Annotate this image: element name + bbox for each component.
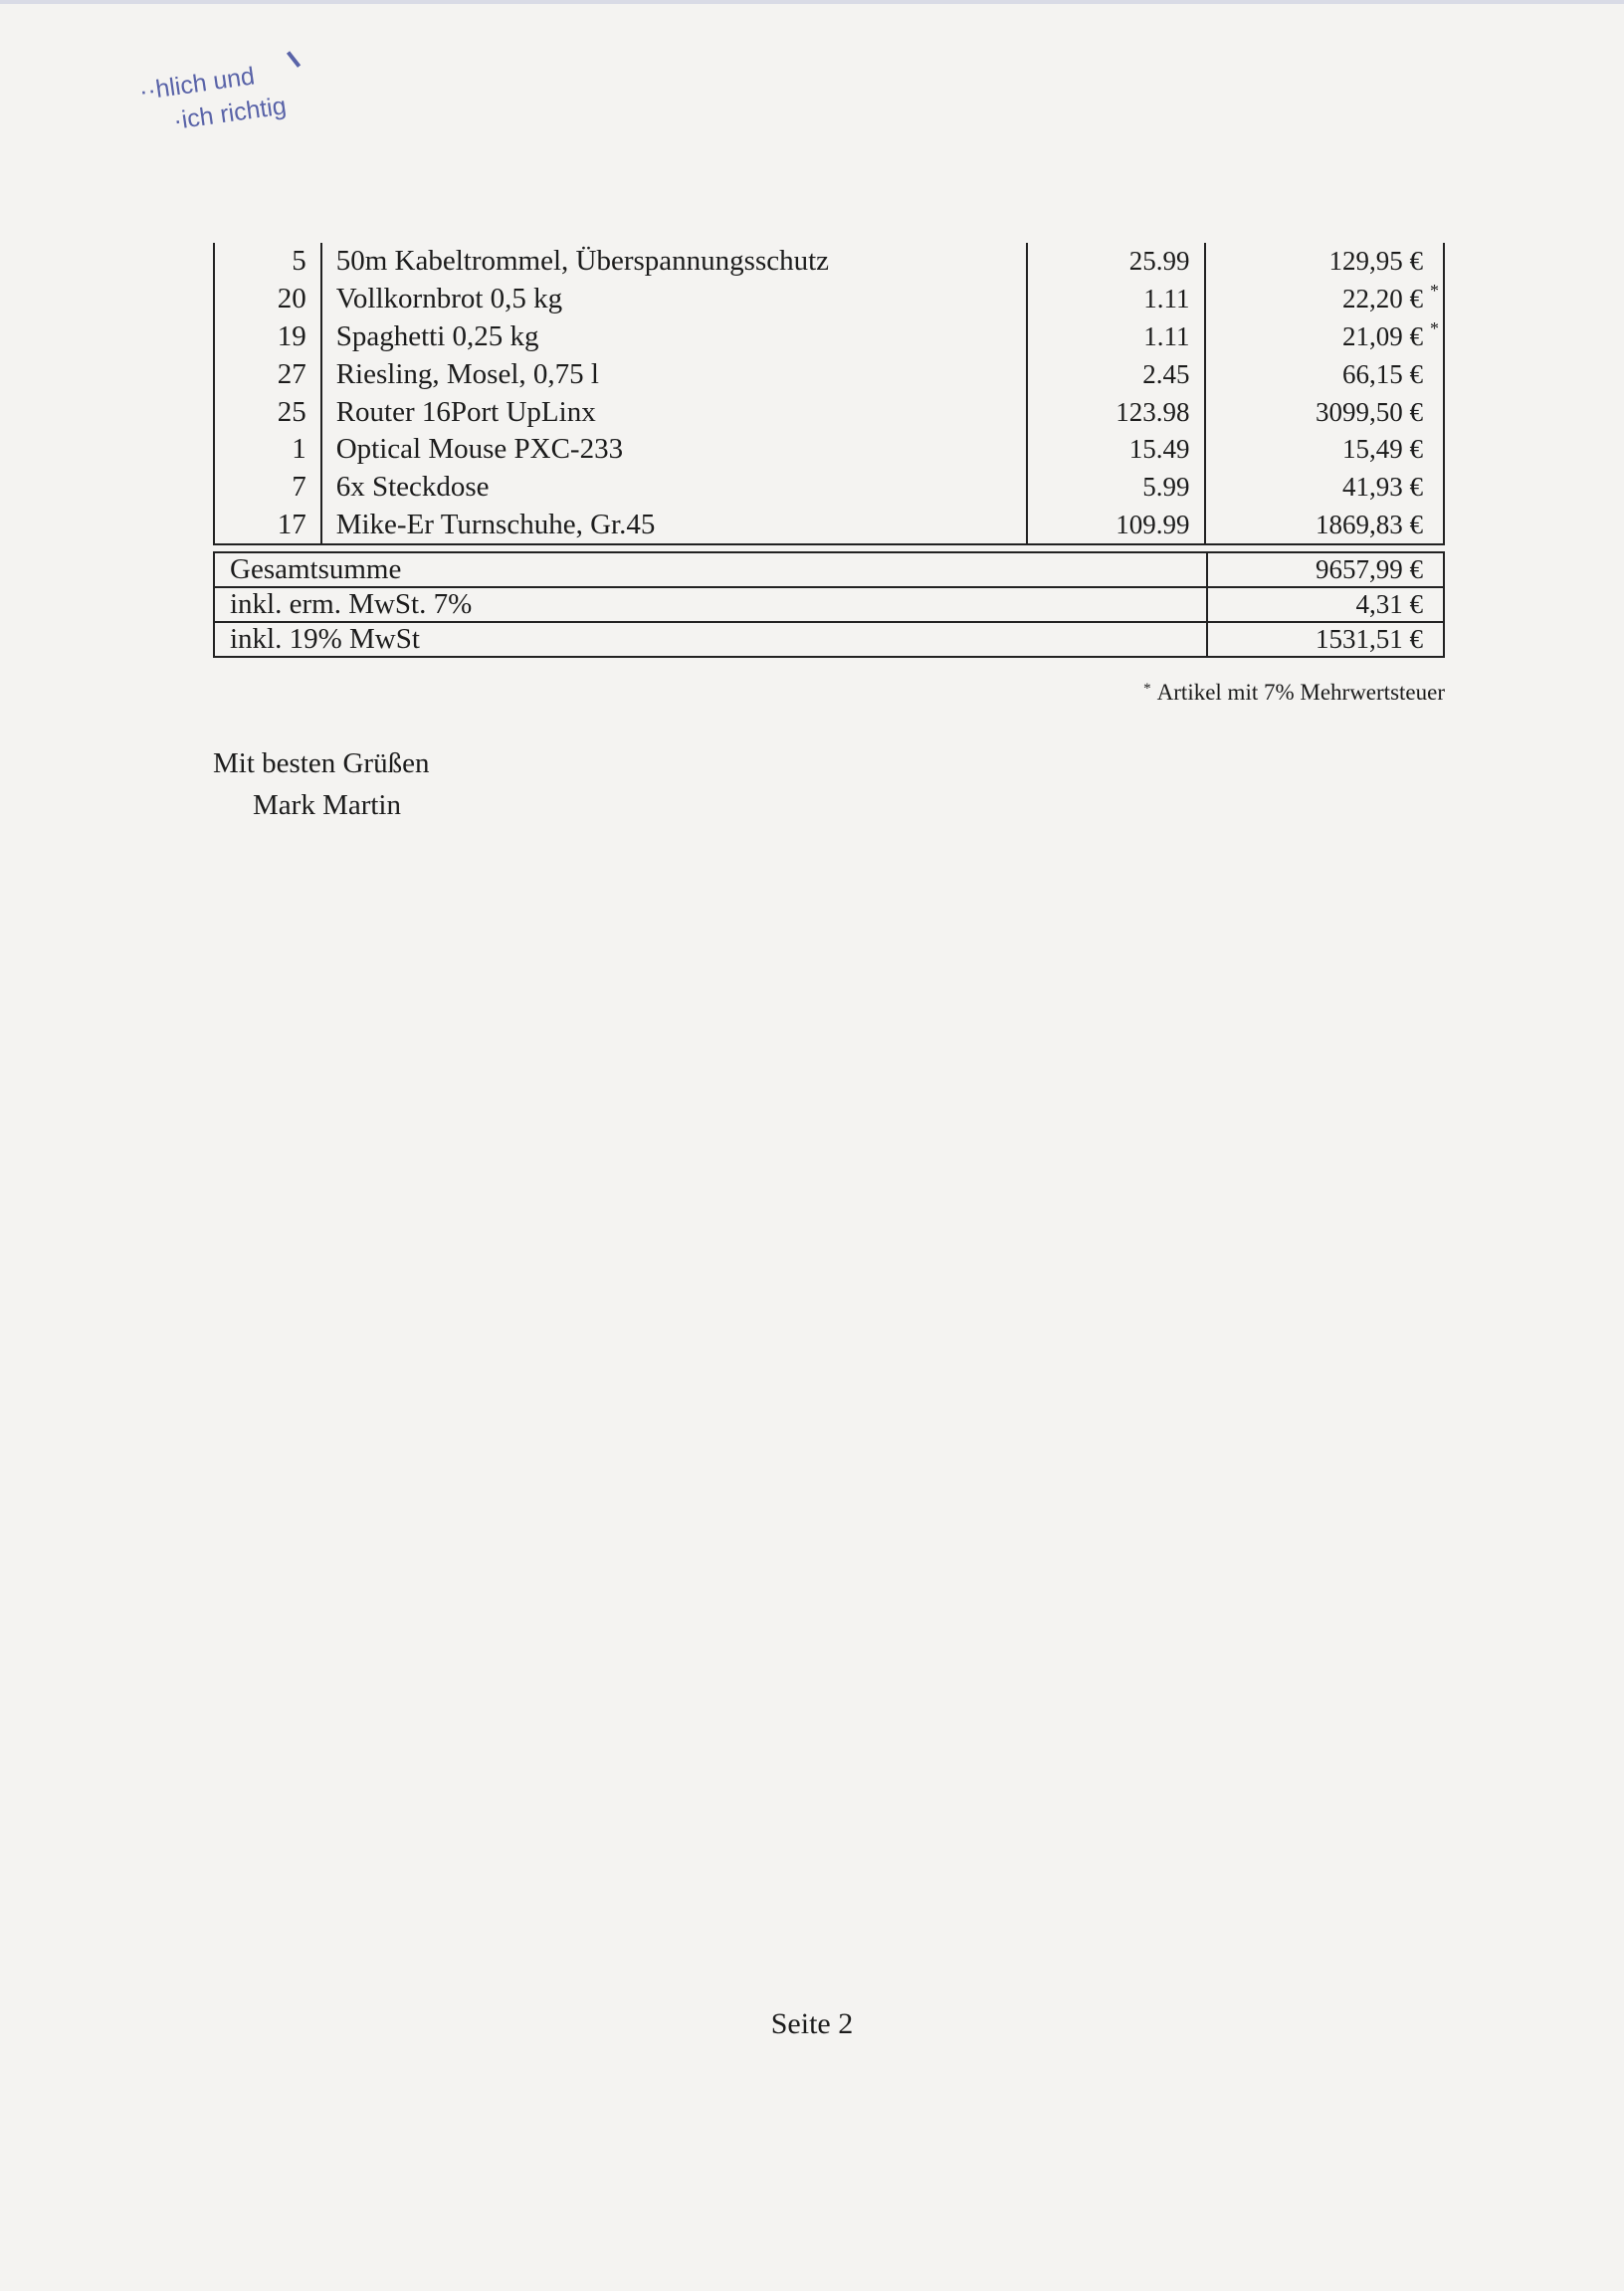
summary-row-standard-vat <box>214 622 1444 657</box>
table-row <box>214 318 1444 356</box>
item-total: 3099,50 € <box>1316 396 1423 427</box>
item-quantity: 19 <box>214 318 321 356</box>
item-total: 66,15 € <box>1342 358 1423 389</box>
item-unit-price: 109.99 <box>1027 507 1206 544</box>
item-description: 6x Steckdose <box>321 469 1027 507</box>
stamp-line-1: ··hlich und <box>137 62 257 106</box>
summary-label: inkl. 19% MwSt <box>214 622 1207 657</box>
summary-value: 1531,51 € <box>1207 622 1444 657</box>
stamp-tick-mark <box>287 51 301 68</box>
item-description: 50m Kabeltrommel, Überspannungsschutz <box>321 243 1027 281</box>
item-quantity: 25 <box>214 393 321 431</box>
table-row <box>214 355 1444 393</box>
table-row <box>214 393 1444 431</box>
item-description: Mike-Er Turnschuhe, Gr.45 <box>321 507 1027 544</box>
item-total-cell <box>1205 469 1444 507</box>
summary-label: Gesamtsumme <box>214 552 1207 587</box>
item-total-cell <box>1205 318 1444 356</box>
item-total-cell <box>1205 431 1444 469</box>
vat-marker: * <box>1430 280 1439 301</box>
item-quantity: 1 <box>214 431 321 469</box>
summary-label: inkl. erm. MwSt. 7% <box>214 587 1207 622</box>
item-quantity: 7 <box>214 469 321 507</box>
table-row <box>214 507 1444 544</box>
item-total-cell <box>1205 243 1444 281</box>
item-total: 15,49 € <box>1342 434 1423 465</box>
item-total: 41,93 € <box>1342 472 1423 503</box>
item-quantity: 17 <box>214 507 321 544</box>
summary-value: 9657,99 € <box>1207 552 1444 587</box>
item-description: Vollkornbrot 0,5 kg <box>321 281 1027 318</box>
invoice-summary-table <box>213 551 1445 658</box>
item-total: 1869,83 € <box>1316 509 1423 539</box>
item-description: Spaghetti 0,25 kg <box>321 318 1027 356</box>
summary-row-total <box>214 552 1444 587</box>
item-unit-price: 123.98 <box>1027 393 1206 431</box>
table-row <box>214 243 1444 281</box>
item-quantity: 20 <box>214 281 321 318</box>
invoice-items-table <box>213 243 1445 545</box>
page-number: Seite 2 <box>770 2007 854 2040</box>
closing-greeting: Mit besten Grüßen <box>213 747 430 779</box>
item-unit-price: 15.49 <box>1027 431 1206 469</box>
item-total-cell <box>1205 393 1444 431</box>
item-unit-price: 1.11 <box>1027 281 1206 318</box>
item-total-cell <box>1205 355 1444 393</box>
vat-footnote <box>995 680 1445 706</box>
item-unit-price: 25.99 <box>1027 243 1206 281</box>
item-unit-price: 5.99 <box>1027 469 1206 507</box>
footnote-text: Artikel mit 7% Mehrwertsteuer <box>1156 680 1445 705</box>
closing-block <box>213 742 429 826</box>
footnote-marker: * <box>1143 681 1151 697</box>
item-description: Riesling, Mosel, 0,75 l <box>321 355 1027 393</box>
item-total: 22,20 € <box>1342 284 1423 314</box>
item-quantity: 27 <box>214 355 321 393</box>
item-total: 21,09 € <box>1342 320 1423 351</box>
item-total: 129,95 € <box>1328 246 1423 277</box>
stamp-line-2: ·ich richtig <box>171 92 289 135</box>
page-top-edge <box>0 0 1624 4</box>
item-unit-price: 1.11 <box>1027 318 1206 356</box>
approval-stamp <box>127 50 337 166</box>
signature-name: Mark Martin <box>253 789 401 821</box>
table-row <box>214 469 1444 507</box>
item-unit-price: 2.45 <box>1027 355 1206 393</box>
table-row <box>214 431 1444 469</box>
item-total-cell <box>1205 281 1444 318</box>
item-description: Router 16Port UpLinx <box>321 393 1027 431</box>
summary-value: 4,31 € <box>1207 587 1444 622</box>
item-description: Optical Mouse PXC-233 <box>321 431 1027 469</box>
table-row <box>214 281 1444 318</box>
item-total-cell <box>1205 507 1444 544</box>
vat-marker: * <box>1430 317 1439 338</box>
item-quantity: 5 <box>214 243 321 281</box>
summary-row-reduced-vat <box>214 587 1444 622</box>
